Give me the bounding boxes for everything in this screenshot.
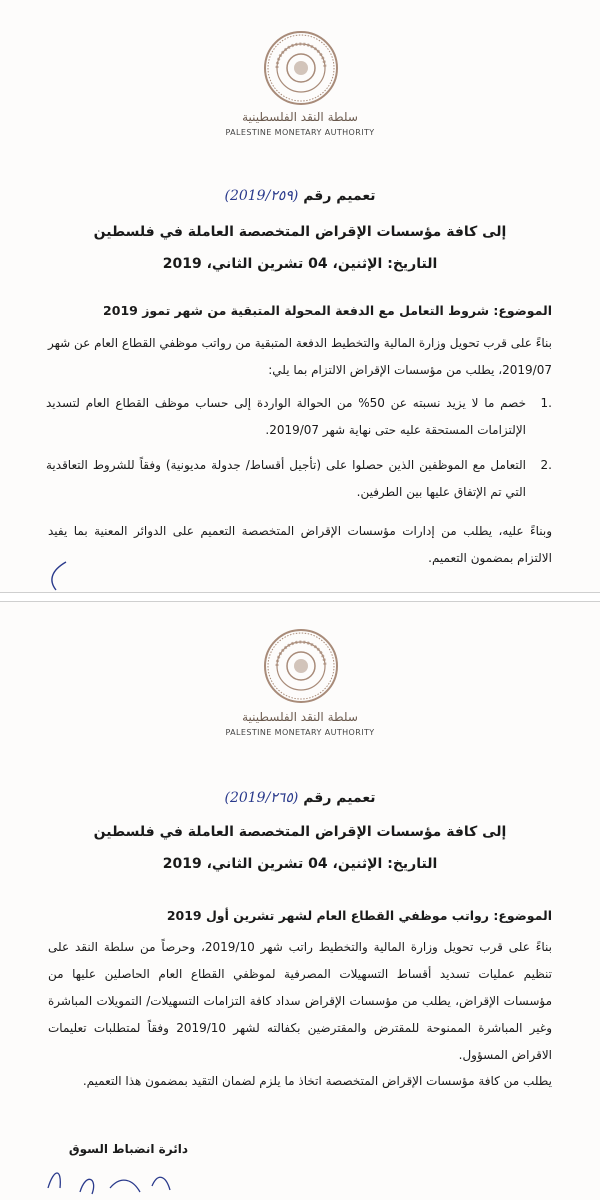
circular-date: التاريخ: الإثنين، 04 تشرين الثاني، 2019	[162, 256, 438, 272]
pma-seal-logo	[263, 30, 339, 106]
list-item	[40, 390, 552, 444]
list-item-number: .1	[540, 396, 552, 410]
page-separator	[0, 592, 600, 602]
signature-department: دائرة انضباط السوق	[68, 1142, 188, 1156]
logo-arabic-name: سلطة النقد الفلسطينية	[242, 110, 358, 124]
circular-number-label: تعميم رقم	[303, 790, 376, 806]
addressee: إلى كافة مؤسسات الإقراض المتخصصة العاملة في فلسطين	[93, 824, 507, 840]
closing-paragraph: يطلب من كافة مؤسسات الإقراض المتخصصة اتخاذ ما يلزم لضمان التقيد بمضمون هذا التعميم.	[82, 1074, 552, 1088]
circular-number	[0, 188, 600, 204]
list-item	[40, 452, 552, 506]
logo-arabic-name: سلطة النقد الفلسطينية	[242, 710, 358, 724]
circular-number-handwritten: (2019/٢٦٥)	[224, 790, 299, 806]
main-paragraph: بناءً على قرب تحويل وزارة المالية والتخطيط راتب شهر 2019/10، وحرصاً من سلطة النقد على تنظيم عمليات تسديد أقساط التسهيلات المصرفية لموظفي القطاع العام الحاصلين عليها من مؤسسات الإقراض، يطلب من مؤسسات الإقراض سداد كافة التزامات التسهيلات/ التمويلات المباشرة وغير المباشرة الممنوحة للمقترض والمقترضين بكفالته لشهر 2019/10 وفقاً لمتطلبات تعليمات الاقراض المسؤول.	[48, 940, 553, 1062]
handwritten-signature	[40, 1158, 180, 1198]
list-item-text: خصم ما لا يزيد نسبته عن 50% من الحوالة الواردة إلى حساب موظف القطاع العام لتسديد الإلتزامات المستحقة عليه حتى نهاية شهر 2019/07.	[46, 396, 526, 437]
subject-line: الموضوع: رواتب موظفي القطاع العام لشهر تشرين أول 2019	[166, 908, 552, 923]
list-item-text: التعامل مع الموظفين الذين حصلوا على (تأجيل أقساط/ جدولة مديونية) وفقاً للشروط التعاقدية التي تم الإتفاق عليها بين الطرفين.	[46, 458, 526, 499]
addressee: إلى كافة مؤسسات الإقراض المتخصصة العاملة في فلسطين	[93, 224, 507, 240]
circular-date: التاريخ: الإثنين، 04 تشرين الثاني، 2019	[162, 856, 438, 872]
circular-number-label: تعميم رقم	[303, 188, 376, 204]
circular-page-2	[0, 602, 600, 1200]
logo-english-name: PALESTINE MONETARY AUTHORITY	[225, 128, 375, 137]
intro-paragraph: بناءً على قرب تحويل وزارة المالية والتخطيط الدفعة المتبقية من رواتب موظفي القطاع العام عن شهر 2019/07، يطلب من مؤسسات الإقراض الالتزام بما يلي:	[48, 336, 552, 377]
subject-line: الموضوع: شروط التعامل مع الدفعة المحولة المتبقية من شهر تموز 2019	[103, 303, 552, 318]
pma-seal-logo	[263, 628, 339, 704]
signature-scribble	[44, 560, 74, 592]
circular-page-1	[0, 0, 600, 592]
circular-number	[0, 790, 600, 806]
closing-paragraph: وبناءً عليه، يطلب من إدارات مؤسسات الإقراض المتخصصة التعميم على الدوائر المعنية بما يفيد الالتزام بمضمون التعميم.	[48, 524, 552, 565]
logo-english-name: PALESTINE MONETARY AUTHORITY	[225, 728, 375, 737]
circular-number-handwritten: (2019/٢٥٩)	[224, 188, 299, 204]
list-item-number: .2	[540, 458, 552, 472]
